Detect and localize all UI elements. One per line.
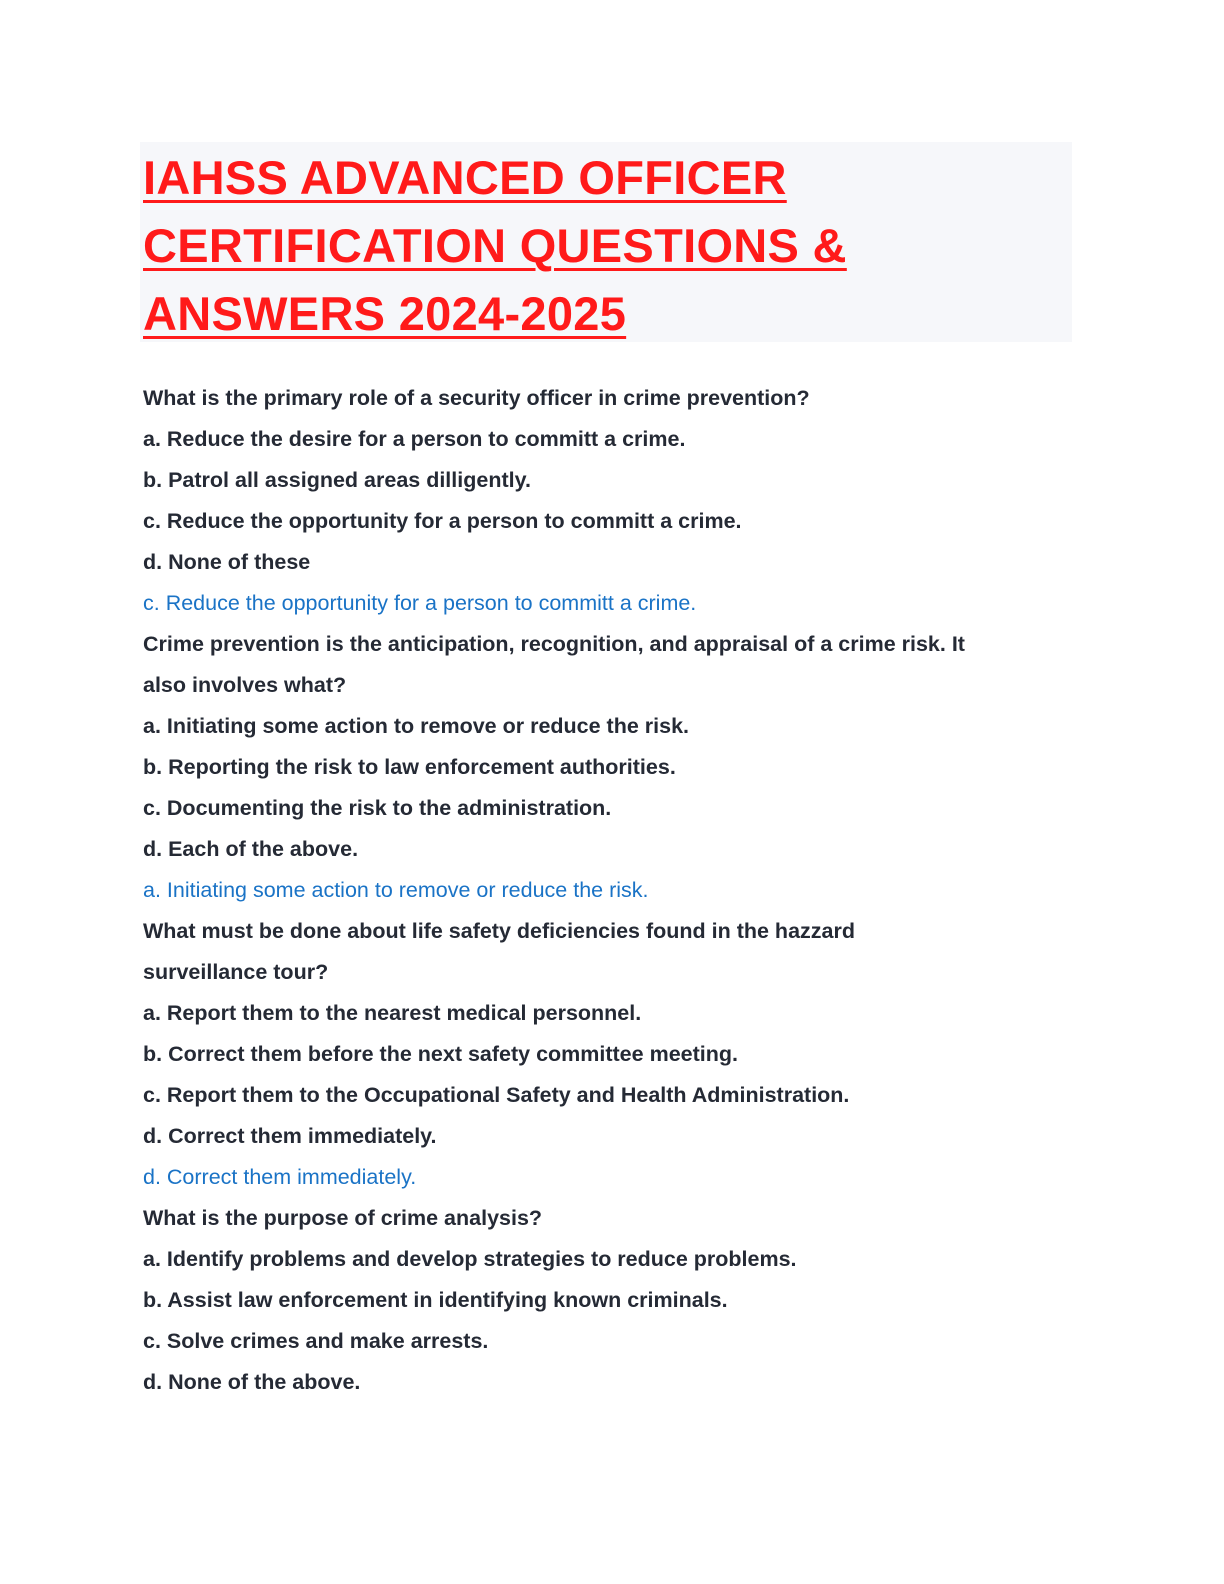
question-2-line-2: also involves what? [143, 673, 347, 697]
document-title-line-2: CERTIFICATION QUESTIONS & [143, 219, 847, 272]
question-1: What is the primary role of a security officer in crime prevention? [143, 386, 810, 410]
question-1-option-d: d. None of these [143, 550, 311, 574]
question-4: What is the purpose of crime analysis? [143, 1206, 543, 1230]
question-4-option-a: a. Identify problems and develop strategies to reduce problems. [143, 1247, 797, 1271]
question-3-line-2: surveillance tour? [143, 960, 329, 984]
question-2-line-1: Crime prevention is the anticipation, recognition, and appraisal of a crime risk. It [143, 632, 965, 656]
question-1-option-c: c. Reduce the opportunity for a person to committ a crime. [143, 509, 742, 533]
question-3-option-a: a. Report them to the nearest medical personnel. [143, 1001, 642, 1025]
question-3-answer: d. Correct them immediately. [143, 1165, 417, 1189]
question-3-option-c: c. Report them to the Occupational Safety and Health Administration. [143, 1083, 850, 1107]
question-3-line-1: What must be done about life safety deficiencies found in the hazzard [143, 919, 855, 943]
question-2-option-a: a. Initiating some action to remove or reduce the risk. [143, 714, 690, 738]
question-1-answer: c. Reduce the opportunity for a person to committ a crime. [143, 591, 697, 615]
question-2-answer: a. Initiating some action to remove or reduce the risk. [143, 878, 649, 902]
question-2-option-d: d. Each of the above. [143, 837, 359, 861]
question-4-option-b: b. Assist law enforcement in identifying known criminals. [143, 1288, 728, 1312]
question-2-option-b: b. Reporting the risk to law enforcement authorities. [143, 755, 676, 779]
question-3-option-b: b. Correct them before the next safety committee meeting. [143, 1042, 738, 1066]
document-title-line-1: IAHSS ADVANCED OFFICER [143, 151, 787, 204]
question-2-option-c: c. Documenting the risk to the administration. [143, 796, 612, 820]
document-title-line-3: ANSWERS 2024-2025 [143, 287, 627, 340]
question-3-option-d: d. Correct them immediately. [143, 1124, 437, 1148]
question-1-option-b: b. Patrol all assigned areas dilligently. [143, 468, 531, 492]
question-4-option-c: c. Solve crimes and make arrests. [143, 1329, 489, 1353]
question-4-option-d: d. None of the above. [143, 1370, 361, 1394]
questions-list [143, 378, 1083, 1403]
question-1-option-a: a. Reduce the desire for a person to committ a crime. [143, 427, 686, 451]
